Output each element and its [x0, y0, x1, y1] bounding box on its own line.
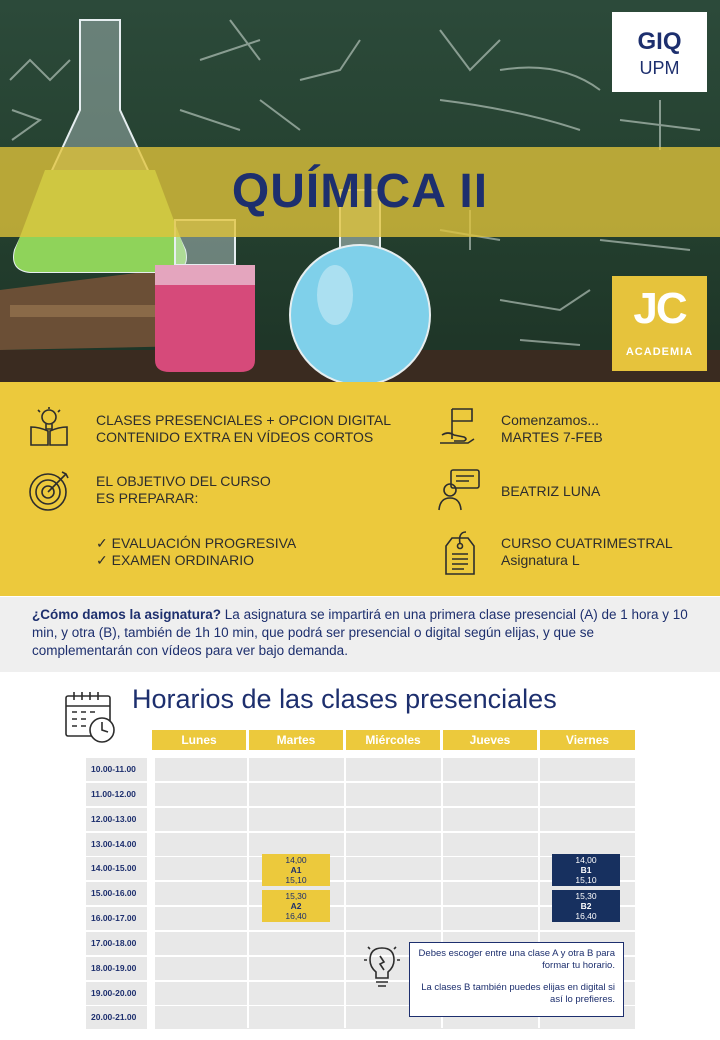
classes-line2: CONTENIDO EXTRA EN VÍDEOS CORTOS	[96, 429, 374, 445]
slot-start: 14,00	[575, 855, 597, 865]
schedule-row	[155, 758, 635, 781]
day-header-viernes: Viernes	[540, 730, 635, 750]
slot-label: B2	[580, 901, 592, 911]
university-badge	[612, 12, 707, 92]
logo-letters: JC	[633, 284, 686, 333]
teacher-icon	[437, 468, 481, 512]
schedule-row	[155, 833, 635, 856]
goal-info	[96, 473, 271, 507]
goal-line2: ES PREPARAR:	[96, 490, 199, 506]
slot-label: A2	[290, 901, 302, 911]
class-slot-b1	[552, 854, 620, 886]
class-slot-a2	[262, 890, 330, 922]
classes-info	[96, 412, 391, 446]
slot-start: 15,30	[575, 891, 597, 901]
teacher-name	[501, 483, 600, 500]
check-item-1: ✓ EVALUACIÓN PROGRESIVA	[96, 535, 297, 551]
lightbulb-icon	[362, 942, 402, 988]
course-info	[501, 535, 673, 569]
time-label: 20.00-21.00	[86, 1006, 147, 1029]
note-text-1: Debes escoger entre una clase A y otra B para formar tu horario.	[418, 948, 615, 971]
slot-label: A1	[290, 865, 302, 875]
price-tag-icon	[442, 530, 478, 576]
time-label: 11.00-12.00	[86, 783, 147, 806]
teacher-line: BEATRIZ LUNA	[501, 483, 601, 499]
description-question: ¿Cómo damos la asignatura?	[32, 607, 222, 622]
note-text-2: La clases B también puedes elijas en digital si así lo prefieres.	[421, 982, 615, 1005]
schedule-row	[155, 808, 635, 831]
time-label: 16.00-17.00	[86, 907, 147, 930]
time-label: 14.00-15.00	[86, 857, 147, 880]
time-label: 12.00-13.00	[86, 808, 147, 831]
slot-start: 14,00	[285, 855, 307, 865]
check-item-2: ✓ EXAMEN ORDINARIO	[96, 552, 254, 568]
target-icon	[28, 468, 72, 512]
day-header-lunes: Lunes	[152, 730, 246, 750]
day-header-martes: Martes	[249, 730, 343, 750]
goal-checklist	[96, 535, 296, 569]
time-label: 15.00-16.00	[86, 882, 147, 905]
schedule-note	[409, 942, 624, 1017]
flag-hand-icon	[438, 405, 478, 451]
column-divider	[344, 758, 346, 1028]
time-label: 17.00-18.00	[86, 932, 147, 955]
slot-label: B1	[580, 865, 592, 875]
badge-line1: GIQ	[637, 28, 682, 55]
class-slot-a1	[262, 854, 330, 886]
description-block	[0, 597, 720, 672]
slot-end: 15,10	[575, 875, 597, 885]
description-text: La asignatura se impartirá en una primera clase presencial (A) de 1 hora y 10 min, y otra (B), también de 1h 10 min, que podrá ser presencial o digital según elijas, y que se complementarán con vídeos para ver bajo demanda.	[32, 607, 688, 658]
goal-line1: EL OBJETIVO DEL CURSO	[96, 473, 271, 489]
classes-line1: CLASES PRESENCIALES + OPCION DIGITAL	[96, 412, 391, 428]
start-line1: Comenzamos...	[501, 412, 600, 428]
schedule-title: Horarios de las clases presenciales	[132, 684, 557, 714]
time-label: 19.00-20.00	[86, 982, 147, 1005]
academy-logo	[612, 276, 707, 371]
start-info	[501, 412, 603, 446]
slot-end: 16,40	[285, 911, 307, 921]
schedule-row	[155, 783, 635, 806]
class-slot-b2	[552, 890, 620, 922]
course-line2: Asignatura L	[501, 552, 580, 568]
column-divider	[247, 758, 249, 1028]
day-header-miercoles: Miércoles	[346, 730, 440, 750]
hero-image	[0, 0, 720, 382]
info-panel	[0, 382, 720, 596]
calendar-clock-icon	[64, 690, 118, 744]
logo-text: ACADEMIA	[625, 346, 694, 358]
slot-start: 15,30	[285, 891, 307, 901]
time-label: 10.00-11.00	[86, 758, 147, 781]
time-label: 13.00-14.00	[86, 833, 147, 856]
course-line1: CURSO CUATRIMESTRAL	[501, 535, 673, 551]
slot-end: 15,10	[285, 875, 307, 885]
book-idea-icon	[29, 405, 69, 447]
page-title: QUÍMICA II	[231, 165, 489, 218]
slot-end: 16,40	[575, 911, 597, 921]
badge-line2: UPM	[639, 58, 680, 78]
start-line2: MARTES 7-FEB	[501, 429, 603, 445]
time-label: 18.00-19.00	[86, 957, 147, 980]
day-header-jueves: Jueves	[443, 730, 537, 750]
